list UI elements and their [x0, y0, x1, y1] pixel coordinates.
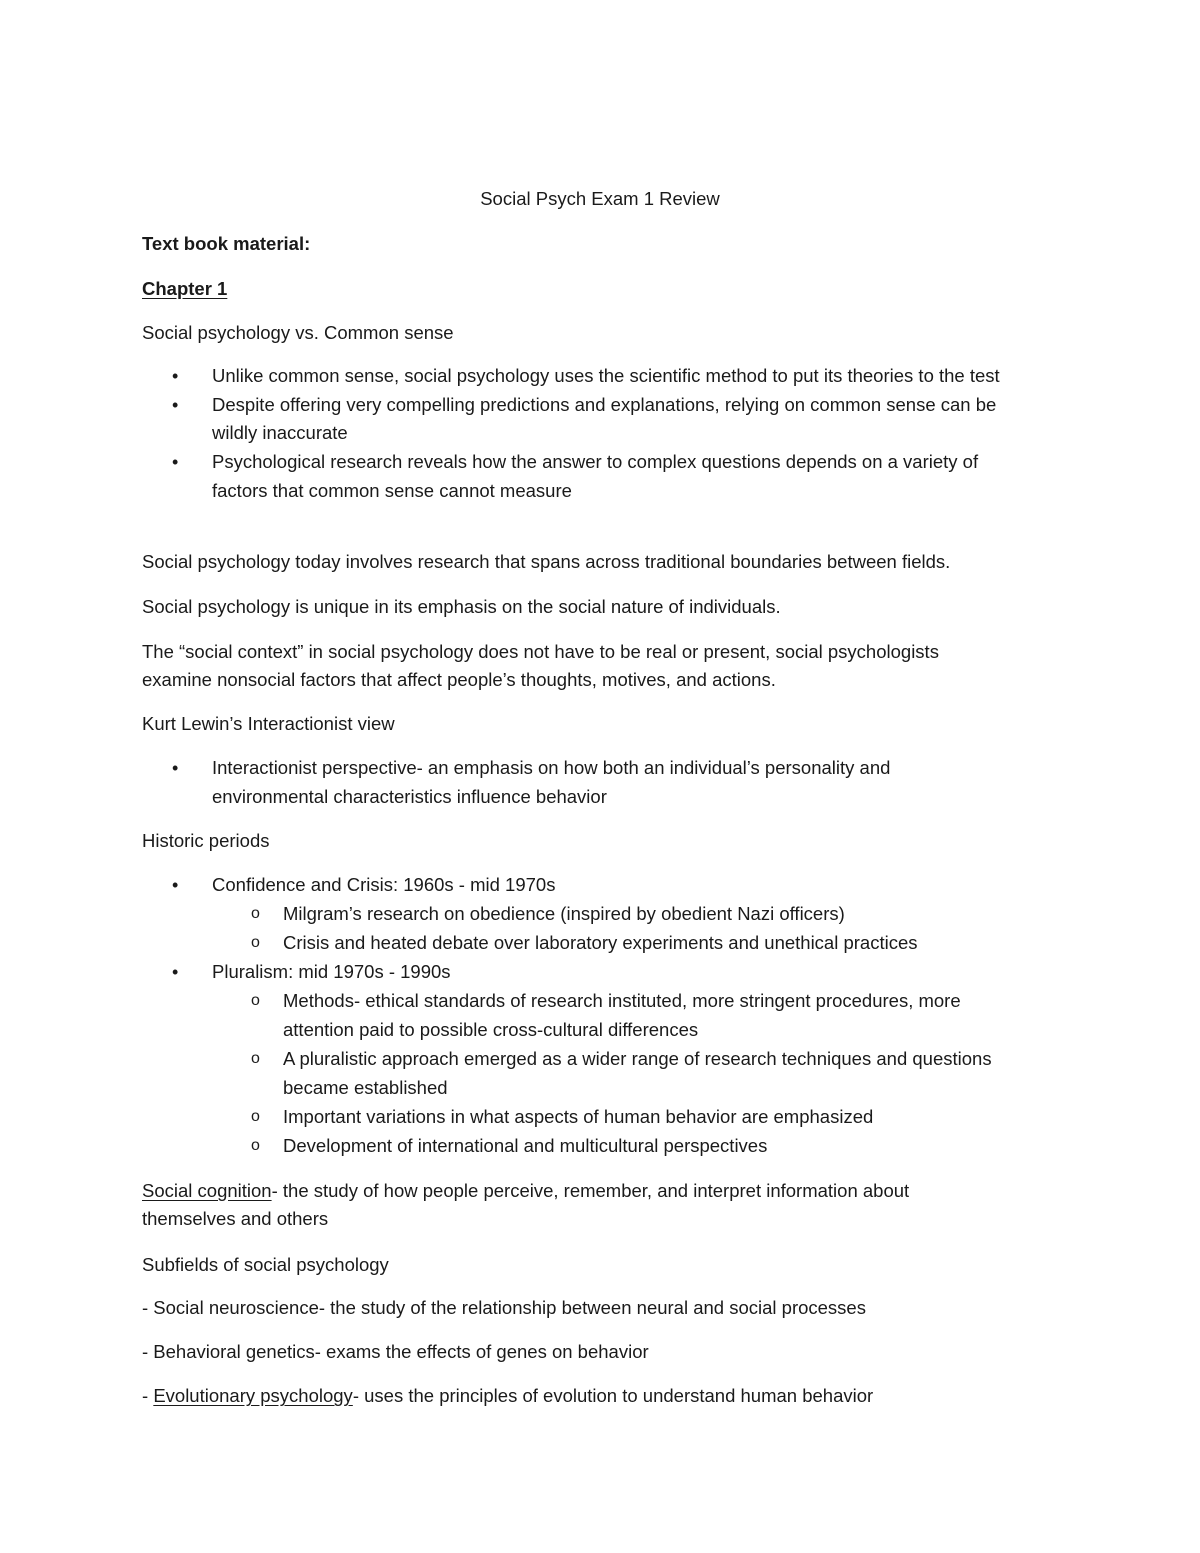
sub-bullet-text: Milgram’s research on obedience (inspired by obedient Nazi officers): [283, 903, 845, 924]
section-heading-historic: Historic periods: [142, 830, 270, 851]
section-heading-common-sense: Social psychology vs. Common sense: [142, 322, 454, 343]
sub-bullet-glyph: o: [251, 1137, 260, 1154]
bullet-text-continued: environmental characteristics influence behavior: [212, 786, 607, 807]
sub-bullet-text-continued: attention paid to possible cross-cultural differences: [283, 1019, 699, 1040]
bullet-text: Confidence and Crisis: 1960s - mid 1970s: [212, 874, 556, 895]
bullet-text-continued: factors that common sense cannot measure: [212, 480, 572, 501]
sub-bullet-text: Important variations in what aspects of human behavior are emphasized: [283, 1106, 874, 1127]
social-cognition-def: - the study of how people perceive, remember, and interpret information about: [271, 1180, 910, 1201]
document-title: Social Psych Exam 1 Review: [480, 188, 720, 209]
sub-bullet-glyph: o: [251, 934, 260, 951]
bullet-text: Pluralism: mid 1970s - 1990s: [212, 961, 451, 982]
paragraph-continued: examine nonsocial factors that affect people’s thoughts, motives, and actions.: [142, 669, 776, 690]
bullet-text: Interactionist perspective- an emphasis on how both an individual’s personality and: [212, 757, 891, 778]
subfield-item-evolutionary: [142, 1384, 873, 1408]
bullet-glyph: •: [172, 366, 179, 386]
evolutionary-psychology-term: Evolutionary psychology: [153, 1385, 353, 1406]
sub-bullet-glyph: o: [251, 905, 260, 922]
bullet-text: Unlike common sense, social psychology uses the scientific method to put its theories to the test: [212, 365, 1000, 386]
paragraph: Social psychology is unique in its emphasis on the social nature of individuals.: [142, 596, 781, 617]
social-cognition-definition: [142, 1179, 909, 1203]
subfields-heading: Subfields of social psychology: [142, 1254, 389, 1275]
social-cognition-term: Social cognition: [142, 1180, 272, 1201]
chapter-heading: Chapter 1: [142, 278, 228, 299]
sub-bullet-text: Development of international and multicultural perspectives: [283, 1135, 768, 1156]
section-heading-lewin: Kurt Lewin’s Interactionist view: [142, 713, 395, 734]
sub-bullet-text: A pluralistic approach emerged as a wider range of research techniques and questions: [283, 1048, 992, 1069]
bullet-glyph: •: [172, 962, 179, 982]
bullet-glyph: •: [172, 758, 179, 778]
subfield-item: - Behavioral genetics- exams the effects of genes on behavior: [142, 1341, 649, 1362]
subfield-item: - Social neuroscience- the study of the relationship between neural and social processes: [142, 1297, 866, 1318]
subfield-prefix: -: [142, 1385, 154, 1406]
bullet-text-continued: wildly inaccurate: [212, 422, 348, 443]
bullet-text: Psychological research reveals how the answer to complex questions depends on a variety of: [212, 451, 979, 472]
sub-bullet-glyph: o: [251, 1108, 260, 1125]
bullet-glyph: •: [172, 452, 179, 472]
textbook-heading: Text book material:: [142, 233, 311, 254]
sub-bullet-glyph: o: [251, 992, 260, 1009]
sub-bullet-text-continued: became established: [283, 1077, 448, 1098]
sub-bullet-text: Methods- ethical standards of research instituted, more stringent procedures, more: [283, 990, 961, 1011]
evolutionary-psychology-def: - uses the principles of evolution to understand human behavior: [352, 1385, 874, 1406]
paragraph: Social psychology today involves research that spans across traditional boundaries between fields.: [142, 551, 951, 572]
sub-bullet-text: Crisis and heated debate over laboratory experiments and unethical practices: [283, 932, 918, 953]
paragraph: The “social context” in social psychology does not have to be real or present, social psychologists: [142, 641, 939, 662]
bullet-glyph: •: [172, 875, 179, 895]
bullet-glyph: •: [172, 395, 179, 415]
sub-bullet-glyph: o: [251, 1050, 260, 1067]
social-cognition-def-continued: themselves and others: [142, 1208, 329, 1229]
bullet-text: Despite offering very compelling predictions and explanations, relying on common sense can be: [212, 394, 997, 415]
